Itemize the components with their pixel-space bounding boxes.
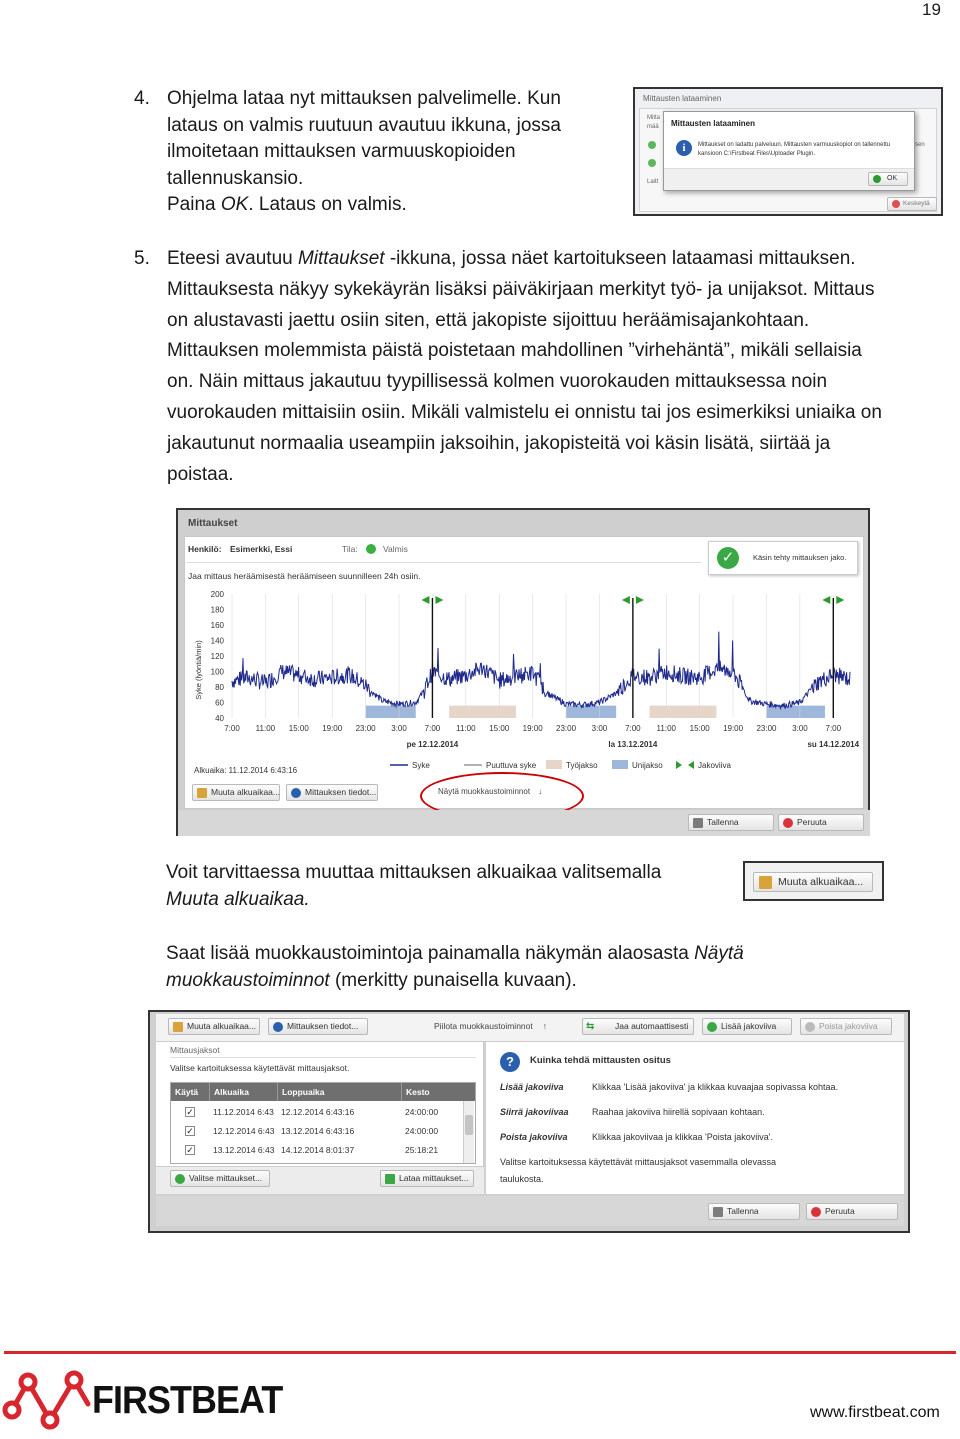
x-tick-label: 7:00 [825, 724, 842, 733]
table-row[interactable] [171, 1141, 461, 1160]
show-edit-link[interactable]: Näytä muokkaustoiminnot ↓ [438, 787, 543, 796]
end-cell: 13.12.2014 6:43:16 [281, 1126, 355, 1136]
add-line-button[interactable]: Lisää jakoviiva [702, 1018, 792, 1035]
chevron-down-icon: ↓ [538, 787, 543, 796]
edit-icon [197, 788, 207, 798]
remove-line-button[interactable]: Poista jakoviiva [800, 1018, 892, 1035]
bg-label: Laitt [647, 179, 659, 185]
x-tick-label: 11:00 [456, 724, 476, 733]
x-tick-label: 3:00 [591, 724, 608, 733]
end-cell: 14.12.2014 8:01:37 [281, 1145, 355, 1155]
step-4-line: ilmoitetaan mittauksen varmuuskopioiden [167, 141, 516, 163]
step-5-line: poistaa. [167, 463, 234, 485]
help-footer: taulukosta. [500, 1174, 544, 1184]
x-tick-label: 15:00 [689, 724, 710, 733]
y-tick-label: 40 [215, 714, 224, 723]
measurement-info-button[interactable]: Mittauksen tiedot... [286, 784, 378, 801]
end-cell: 12.12.2014 6:43:16 [281, 1107, 355, 1117]
step-4-number: 4. [134, 88, 150, 109]
bg-label: mää [647, 124, 659, 130]
show-edit-text [166, 941, 866, 994]
change-start-button[interactable]: Muuta alkuaikaa... [168, 1018, 260, 1035]
toast-text: Käsin tehty mittauksen jako. [753, 553, 847, 562]
dialog-message: Mittaukset on ladattu palveluun. Mittausten varmuuskopiot on tallennettu kansioon C:\Firstbeat Files\Uploader Plugin. [698, 142, 891, 157]
x-tick-label: 19:00 [522, 724, 543, 733]
cancel-button[interactable]: Peruuta [806, 1203, 898, 1220]
x-tick-label: 7:00 [224, 724, 240, 733]
brand-name: FIRSTBEAT [92, 1379, 283, 1422]
help-desc: Raahaa jakoviiva hiirellä sopivaan kohtaan. [592, 1107, 765, 1117]
step-4-line: lataus on valmis ruutuun avautuu ikkuna, jossa [167, 114, 561, 136]
edit-icon [759, 876, 772, 889]
step-5-line: Mittauksen molemmista päistä poistetaan mahdollinen ”virhehäntä”, mikäli sellaisia [167, 340, 862, 362]
step-5-line: Eteesi avautuu Mittaukset -ikkuna, jossa näet kartoitukseen lataamasi mittauksen. [167, 248, 856, 269]
split-arrows-icon: ⇆ [586, 1021, 595, 1032]
x-tick-label: 23:00 [355, 724, 376, 733]
remove-icon [805, 1022, 815, 1032]
y-ticks [211, 590, 225, 723]
bg-window-title: Mittausten lataaminen [643, 94, 722, 103]
step-5-text [167, 244, 947, 490]
day-labels [407, 740, 860, 749]
x-tick-label: 3:00 [391, 724, 407, 733]
status-label: Tila: [342, 544, 358, 554]
info-icon [273, 1022, 283, 1032]
x-tick-label: 7:00 [625, 724, 641, 733]
x-ticks [224, 724, 841, 733]
save-icon [693, 818, 703, 828]
col-end[interactable]: Loppuaika [277, 1083, 325, 1101]
close-icon [892, 200, 900, 208]
bg-green-dot [648, 159, 656, 167]
step-5-line: vuorokauden mittaisiin osiin. Mikäli valmistelu ei onnistu tai jos esimerkiksi uniaika on [167, 401, 882, 423]
day-label: pe 12.12.2014 [406, 740, 459, 749]
load-measurements-button[interactable]: Lataa mittaukset... [380, 1170, 474, 1187]
status-dot [366, 544, 376, 554]
change-start-line: Muuta alkuaikaa. [166, 888, 310, 910]
x-tick-label: 19:00 [322, 724, 343, 733]
help-desc: Klikkaa 'Lisää jakoviiva' ja klikkaa kuvaajaa sopivassa kohtaa. [592, 1082, 839, 1092]
help-term: Lisää jakoviiva [500, 1082, 564, 1092]
question-icon: ? [500, 1052, 520, 1072]
show-edit-line: muokkaustoiminnot (merkitty punaisella kuvaan). [166, 969, 577, 991]
auto-split-button[interactable]: ⇆ Jaa automaattisesti [582, 1018, 694, 1035]
x-tick-label: 15:00 [489, 724, 510, 733]
y-tick-label: 60 [215, 698, 224, 708]
y-tick-label: 160 [210, 621, 224, 630]
chevron-up-icon: ↑ [542, 1021, 547, 1031]
day-label: la 13.12.2014 [608, 740, 658, 749]
duration-cell: 24:00:00 [405, 1107, 439, 1117]
legend-label: Työjakso [566, 761, 598, 770]
help-footer: Valitse kartoituksessa käytettävät mittausjaksot vasemmalla olevassa [500, 1157, 776, 1167]
work-period [650, 706, 717, 718]
duration-cell: 25:18:21 [405, 1145, 439, 1155]
start-cell: 12.12.2014 6:43 [213, 1126, 275, 1136]
bg-label: Mitta [647, 115, 661, 121]
col-use[interactable]: Käytä [175, 1087, 199, 1097]
legend-swatch [546, 760, 562, 769]
info-icon: i [676, 140, 692, 156]
vertical-scrollbar[interactable] [463, 1101, 474, 1163]
toast [708, 541, 858, 575]
work-period [449, 706, 516, 718]
y-tick-label: 180 [210, 605, 224, 615]
person-label: Henkilö: [188, 544, 222, 554]
step-5-line: on alustavasti jaettu osiin siten, että jakopiste sijoittuu heräämisajankohtaan. [167, 309, 810, 331]
bg-label: sen [915, 142, 925, 148]
start-cell: 11.12.2014 6:43 [213, 1107, 274, 1117]
start-time-text: Alkuaika: 11.12.2014 6:43:16 [194, 766, 298, 775]
measurement-info-button[interactable]: Mittauksen tiedot... [268, 1018, 368, 1035]
y-tick-label: 80 [215, 683, 224, 692]
sleep-period [366, 706, 416, 718]
legend-label: Unijakso [632, 761, 663, 770]
help-desc: Klikkaa jakoviivaa ja klikkaa 'Poista jakoviiva'. [592, 1132, 774, 1142]
step-4-line: Ohjelma lataa nyt mittauksen palvelimelle. Kun [167, 88, 561, 109]
info-text: Jaa mittaus heräämisestä heräämiseen suunnilleen 24h osiin. [188, 571, 421, 581]
legend-label: Syke [412, 761, 430, 770]
person-value: Esimerkki, Essi [230, 544, 293, 554]
show-edit-line: Saat lisää muokkaustoimintoja painamalla näkymän alaosasta Näytä [166, 943, 744, 964]
status-value: Valmis [383, 544, 408, 554]
cancel-upload-button[interactable]: Keskeytä [887, 197, 937, 211]
upload-dialog-screenshot [633, 87, 943, 216]
change-start-button[interactable]: Muuta alkuaikaa... [192, 784, 280, 801]
check-circle-icon: ✓ [717, 547, 739, 569]
mittaukset-screenshot [176, 508, 870, 836]
close-icon [811, 1207, 821, 1217]
edit-icon [173, 1022, 183, 1032]
legend-swatch [612, 760, 628, 769]
upload-dialog [663, 111, 915, 191]
change-start-line: Voit tarvittaessa muuttaa mittauksen alkuaikaa valitsemalla [166, 862, 662, 883]
x-tick-label: 19:00 [723, 724, 744, 733]
x-tick-label: 11:00 [656, 724, 676, 733]
table-row[interactable] [171, 1103, 461, 1122]
window-title: Mittaukset [188, 518, 238, 529]
start-cell: 13.12.2014 6:43 [213, 1145, 275, 1155]
edit-tools-screenshot [148, 1010, 910, 1233]
save-button[interactable]: Tallenna [688, 814, 774, 831]
col-start[interactable]: Alkuaika [209, 1083, 249, 1101]
cancel-button[interactable]: Peruuta [778, 814, 864, 831]
plus-icon [175, 1174, 185, 1184]
download-icon [385, 1174, 395, 1184]
y-tick-label: 100 [210, 667, 224, 677]
dialog-title: Mittausten lataaminen [671, 119, 756, 128]
step-5-line: jakautunut normaalia useampiin jaksoihin, jakopisteitä voi käsin lisätä, siirtää ja [167, 432, 831, 454]
step-5-number: 5. [134, 248, 150, 269]
help-term: Poista jakoviiva [500, 1132, 568, 1142]
check-icon [873, 175, 881, 183]
legend-label: Jakoviiva [698, 761, 731, 770]
step-5-line: on. Näin mittaus jakautuu tyypillisessä kolmen vuorokauden mittauksessa noin [167, 371, 828, 393]
change-start-button[interactable]: Muuta alkuaikaa... [753, 872, 873, 892]
heart-rate-chart[interactable] [186, 586, 862, 770]
info-icon [291, 788, 301, 798]
footer-url[interactable]: www.firstbeat.com [810, 1404, 940, 1421]
x-tick-label: 7:00 [424, 724, 441, 733]
save-button[interactable]: Tallenna [708, 1203, 800, 1220]
day-label: su 14.12.2014 [807, 740, 860, 749]
help-term: Siirrä jakoviivaa [500, 1107, 569, 1117]
x-tick-label: 3:00 [792, 724, 808, 733]
x-tick-label: 23:00 [556, 724, 577, 733]
plus-icon [707, 1022, 717, 1032]
x-tick-label: 11:00 [255, 724, 276, 733]
periods-divider [170, 1057, 476, 1058]
firstbeat-logo-icon [2, 1366, 94, 1436]
x-tick-label: 23:00 [756, 724, 777, 733]
y-axis-label: Syke (lyöntiä/min) [194, 640, 203, 700]
ok-button[interactable]: OK [868, 172, 908, 186]
step-4-line: tallennuskansio. [167, 167, 304, 189]
sleep-period [566, 706, 616, 718]
use-checkbox[interactable]: ✓ [186, 1126, 194, 1136]
save-icon [713, 1207, 723, 1217]
periods-table [170, 1082, 476, 1164]
divider [186, 562, 701, 563]
x-tick-label: 15:00 [288, 724, 309, 733]
y-tick-label: 140 [210, 636, 224, 646]
close-icon [783, 818, 793, 828]
help-title: Kuinka tehdä mittausten ositus [530, 1055, 671, 1066]
bg-green-dot [648, 141, 656, 149]
choose-measurements-button[interactable]: Valitse mittaukset... [170, 1170, 270, 1187]
col-duration[interactable]: Kesto [401, 1083, 430, 1101]
y-tick-label: 200 [210, 590, 224, 599]
change-start-button-screenshot [743, 861, 884, 901]
change-start-text [166, 860, 726, 913]
use-checkbox[interactable]: ✓ [186, 1107, 194, 1117]
periods-title: Mittausjaksot [170, 1045, 220, 1055]
step-5-line: Mittauksesta näkyy sykekäyrän lisäksi päiväkirjaan merkityt työ- ja unijaksot. Mittaus [167, 278, 875, 300]
y-tick-label: 120 [210, 652, 224, 661]
duration-cell: 24:00:00 [405, 1126, 439, 1136]
table-row[interactable] [171, 1122, 461, 1141]
use-checkbox[interactable]: ✓ [186, 1145, 194, 1155]
step-4-text [167, 86, 607, 219]
page-number: 19 [922, 0, 941, 19]
footer-rule [4, 1351, 956, 1354]
hide-edit-link[interactable]: Piilota muokkaustoiminnot ↑ [434, 1021, 547, 1031]
legend-label: Puuttuva syke [486, 761, 537, 770]
step-4-line-last: Paina OK. Lataus on valmis. [167, 194, 407, 216]
scrollbar-thumb[interactable] [465, 1115, 473, 1135]
periods-hint: Valitse kartoituksessa käytettävät mittausjaksot. [170, 1063, 350, 1073]
